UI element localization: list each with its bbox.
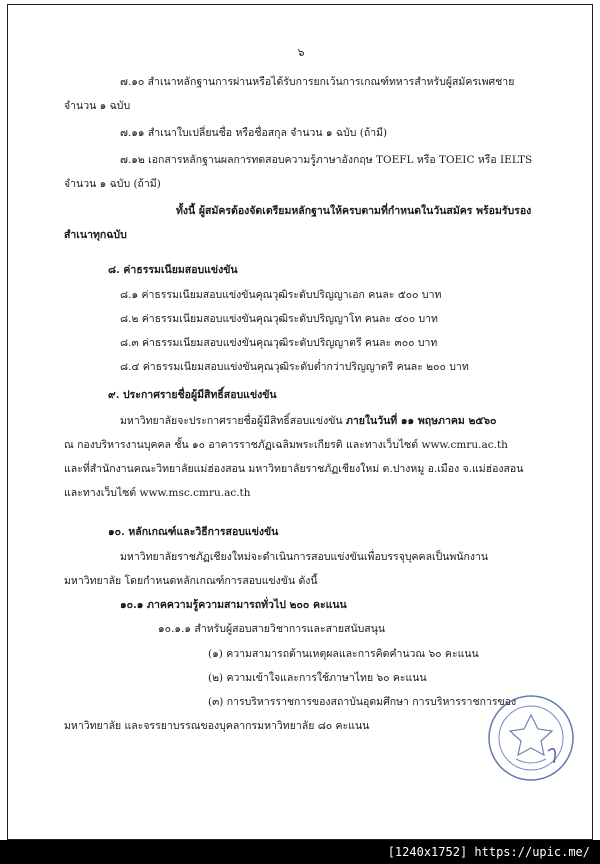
item-7-12-cont: จำนวน ๑ ฉบับ (ถ้ามี) <box>64 178 161 190</box>
criterion-2: (๒) ความเข้าใจและการใช้ภาษาไทย ๖๐ คะแนน <box>208 672 427 684</box>
document-page <box>7 4 593 840</box>
fee-8-1: ๘.๑ ค่าธรรมเนียมสอบแข่งขันคุณวุฒิระดับปริญญาเอก คนละ ๕๐๐ บาท <box>120 289 442 301</box>
notice-line-cont: สำเนาทุกฉบับ <box>64 229 127 241</box>
section-9-heading: ๙. ประกาศรายชื่อผู้มีสิทธิ์สอบแข่งขัน <box>108 389 277 401</box>
fee-8-2: ๘.๒ ค่าธรรมเนียมสอบแข่งขันคุณวุฒิระดับปริญญาโท คนละ ๔๐๐ บาท <box>120 313 438 325</box>
section-10-para-2: มหาวิทยาลัย โดยกำหนดหลักเกณฑ์การสอบแข่งขัน ดังนี้ <box>64 575 318 587</box>
page-number: ๖ <box>297 46 305 59</box>
criterion-3-cont: มหาวิทยาลัย และจรรยาบรรณของบุคลากรมหาวิทยาลัย ๘๐ คะแนน <box>64 720 370 732</box>
fee-8-4: ๘.๔ ค่าธรรมเนียมสอบแข่งขันคุณวุฒิระดับต่ำกว่าปริญญาตรี คนละ ๒๐๐ บาท <box>120 361 469 373</box>
criterion-3: (๓) การบริหารราชการของสถาบันอุดมศึกษา การบริหารราชการของ <box>208 696 517 708</box>
section-10-1-heading: ๑๐.๑ ภาคความรู้ความสามารถทั่วไป ๒๐๐ คะแนน <box>120 599 347 611</box>
section-9-para-3: และที่สำนักงานคณะวิทยาลัยแม่ฮ่องสอน มหาวิทยาลัยราชภัฏเชียงใหม่ ต.ปางหมู อ.เมือง จ.แม่ฮ่องสอน <box>64 463 524 475</box>
criterion-1: (๑) ความสามารถด้านเหตุผลและการคิดคำนวณ ๖๐ คะแนน <box>208 648 479 660</box>
section-9-para-4: และทางเว็บไซต์ www.msc.cmru.ac.th <box>64 487 251 499</box>
section-10-heading: ๑๐. หลักเกณฑ์และวิธีการสอบแข่งขัน <box>108 526 279 538</box>
section-9-para-1: มหาวิทยาลัยจะประกาศรายชื่อผู้มีสิทธิ์สอบแข่งขัน ภายในวันที่ ๑๑ พฤษภาคม ๒๕๖๐ <box>120 415 497 427</box>
fee-8-3: ๘.๓ ค่าธรรมเนียมสอบแข่งขันคุณวุฒิระดับปริญญาตรี คนละ ๓๐๐ บาท <box>120 337 438 349</box>
image-source-bar: [1240x1752] https://upic.me/ <box>0 840 600 864</box>
section-10-para-1: มหาวิทยาลัยราชภัฏเชียงใหม่จะดำเนินการสอบแข่งขันเพื่อบรรจุบุคคลเป็นพนักงาน <box>120 551 489 563</box>
notice-line: ทั้งนี้ ผู้สมัครต้องจัดเตรียมหลักฐานให้ครบตามที่กำหนดในวันสมัคร พร้อมรับรอง <box>176 205 532 217</box>
item-7-10: ๗.๑๐ สำเนาหลักฐานการผ่านหรือได้รับการยกเว้นการเกณฑ์ทหารสำหรับผู้สมัครเพศชาย <box>120 76 515 88</box>
section-8-heading: ๘. ค่าธรรมเนียมสอบแข่งขัน <box>108 264 238 276</box>
item-7-11: ๗.๑๑ สำเนาใบเปลี่ยนชื่อ หรือชื่อสกุล จำนวน ๑ ฉบับ (ถ้ามี) <box>120 127 388 139</box>
section-10-1-1: ๑๐.๑.๑ สำหรับผู้สอบสายวิชาการและสายสนับสนุน <box>158 623 386 635</box>
item-7-10-cont: จำนวน ๑ ฉบับ <box>64 100 131 112</box>
section-9-para-2: ณ กองบริหารงานบุคคล ชั้น ๑๐ อาคารราชภัฏเฉลิมพระเกียรติ และทางเว็บไซต์ www.cmru.ac.th <box>64 439 508 451</box>
university-seal-icon <box>486 693 576 783</box>
item-7-12: ๗.๑๒ เอกสารหลักฐานผลการทดสอบความรู้ภาษาอังกฤษ TOEFL หรือ TOEIC หรือ IELTS <box>120 154 533 166</box>
